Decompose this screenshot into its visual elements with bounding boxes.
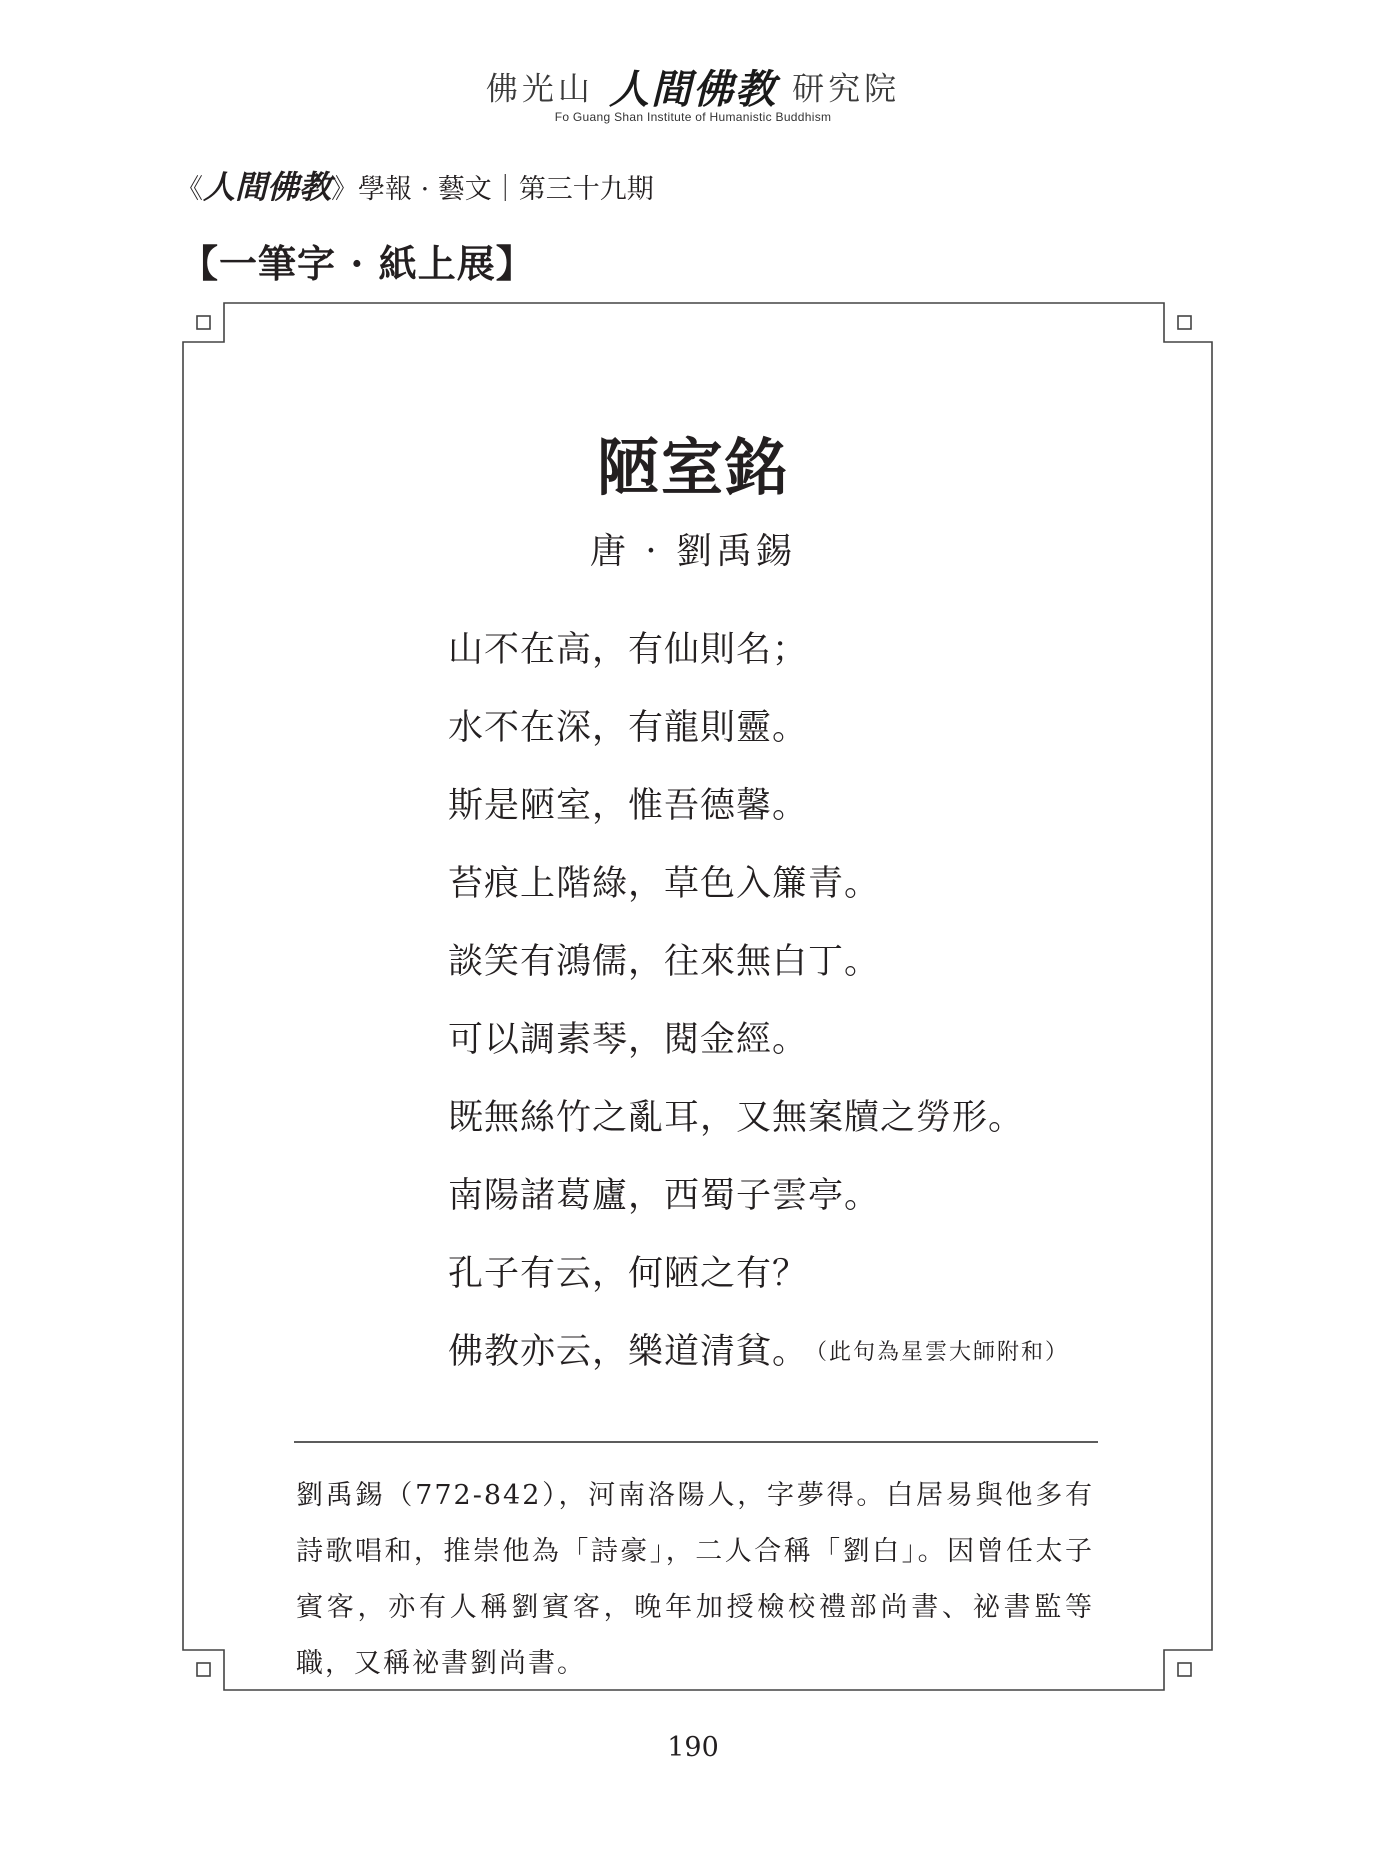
journal-brand-logo: 人間佛教	[203, 168, 332, 206]
section-title: 【一筆字 · 紙上展】	[180, 241, 535, 286]
journal-title	[176, 162, 654, 208]
poem-title: 陋室銘	[596, 431, 789, 504]
institute-name-right: 研究院	[792, 69, 901, 108]
poem-line: 苔痕上階綠，草色入簾青。	[448, 864, 881, 904]
institute-brand-logo: 人間佛教	[609, 66, 777, 113]
poem-line: 山不在高，有仙則名；	[448, 630, 809, 670]
poem-author: 唐 · 劉禹錫	[589, 531, 797, 572]
poem-line: 斯是陋室，惟吾德馨。	[448, 786, 809, 826]
poem-line-text: 佛教亦云，樂道清貧。	[448, 1332, 809, 1372]
institute-name-left: 佛光山	[485, 69, 594, 108]
journal-open-bracket: 《	[176, 174, 203, 205]
poem-line: 孔子有云，何陋之有？	[448, 1254, 809, 1294]
poem-annotation: （此句為星雲大師附和）	[816, 1340, 1070, 1365]
page-number: 190	[667, 1732, 719, 1763]
institute-english-name: Fo Guang Shan Institute of Humanistic Buddhism	[554, 110, 832, 124]
journal-issue: 學報 · 藝文｜第三十九期	[358, 174, 654, 205]
poem-line: 南陽諸葛廬，西蜀子雲亭。	[448, 1176, 881, 1216]
poem-line: 可以調素琴，閱金經。	[448, 1020, 809, 1060]
poem-line: 水不在深，有龍則靈。	[448, 708, 809, 748]
poem-line: 談笑有鴻儒，往來無白丁。	[448, 942, 881, 982]
poem-body	[448, 620, 1069, 1400]
institute-header	[0, 58, 1386, 115]
poem-line: 既無絲竹之亂耳，又無案牘之勞形。	[448, 1098, 1025, 1138]
author-biography: 劉禹錫（772-842），河南洛陽人，字夢得。白居易與他多有詩歌唱和，推崇他為「詩豪」，二人合稱「劉白」。因曾任太子賓客，亦有人稱劉賓客，晚年加授檢校禮部尚書、祕書監等職，又稱祕書劉尚書。	[296, 1480, 1094, 1679]
journal-close-bracket: 》	[331, 174, 359, 205]
poem-line-last	[448, 1322, 1069, 1400]
